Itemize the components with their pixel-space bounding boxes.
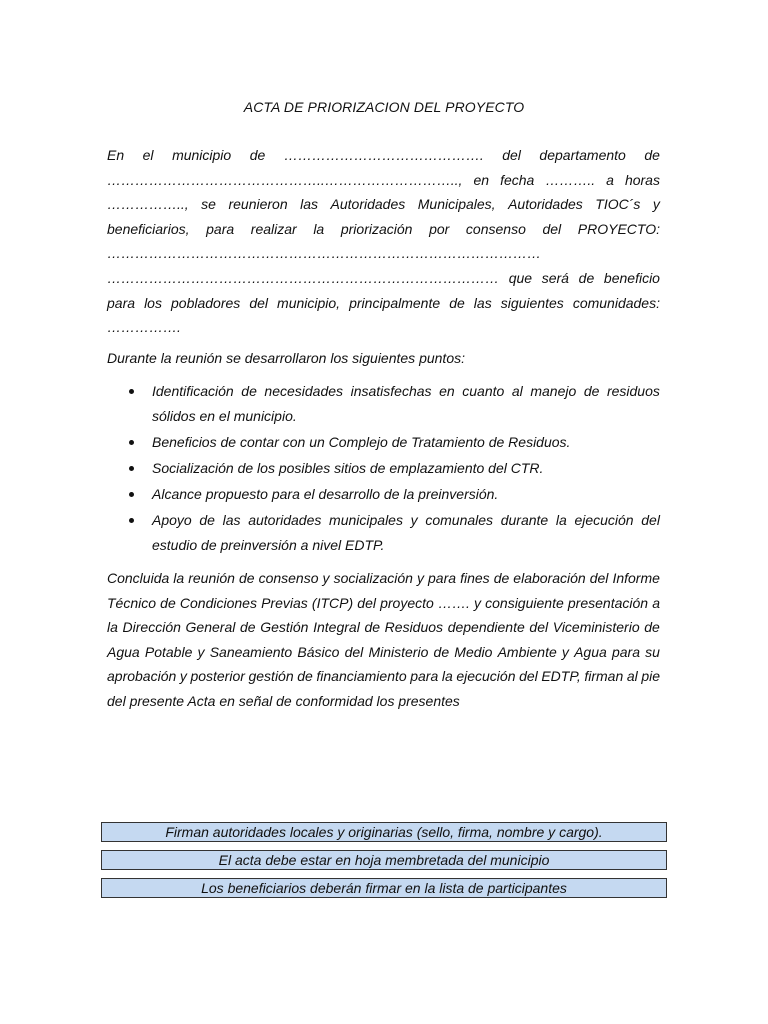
word: del	[502, 147, 521, 163]
word: consiguiente	[485, 594, 564, 611]
word: pie	[641, 668, 660, 685]
word: EDTP,	[541, 668, 581, 685]
word: Dirección	[122, 619, 181, 636]
word: Ambiente	[497, 643, 557, 660]
word: las	[473, 294, 492, 311]
word: Previas	[261, 594, 308, 611]
list-item	[107, 379, 660, 428]
word: de	[493, 570, 510, 586]
word: de	[249, 147, 266, 163]
word: para	[428, 570, 457, 586]
note-participants: Los beneficiarios deberán firmar en la lista de participantes	[101, 878, 667, 898]
word: para	[410, 668, 439, 685]
bullet-icon	[129, 389, 134, 394]
word: al	[626, 668, 638, 685]
word: fecha	[500, 171, 535, 188]
list-item-line: sólidos en el municipio.	[152, 407, 297, 424]
word: fines	[460, 570, 490, 586]
paragraph-line	[107, 615, 660, 640]
word: del	[357, 594, 376, 611]
word: autoridades	[248, 511, 322, 528]
word: manejo	[530, 383, 577, 399]
intro-paragraph	[107, 143, 660, 340]
word: insatisfechas	[350, 383, 432, 399]
word: la	[555, 511, 567, 528]
word: a	[606, 171, 614, 188]
word: reunieron	[228, 196, 288, 213]
word: de	[644, 619, 660, 636]
word: departamento	[539, 147, 626, 163]
list-item-line	[152, 379, 660, 404]
word: Autoridades	[330, 196, 406, 213]
paragraph-line: del presente Acta en señal de conformidad los presentes	[107, 692, 460, 709]
paragraph-line: …………….	[107, 319, 181, 336]
word: ……………..,	[107, 196, 189, 213]
word: Técnico	[107, 594, 157, 611]
word: de	[583, 383, 600, 399]
word: principalmente	[349, 294, 441, 311]
word: Apoyo	[152, 511, 192, 528]
word: de	[644, 147, 660, 163]
paragraph-line	[107, 143, 660, 168]
word: Agua	[574, 643, 607, 660]
word: al	[511, 383, 523, 399]
word: dependiente	[447, 619, 525, 636]
word: …………………………………………………………………………	[107, 269, 499, 286]
word: Integral	[313, 619, 360, 636]
word: la	[107, 619, 118, 636]
word: Ministerio	[368, 643, 429, 660]
bullet-icon	[129, 518, 134, 523]
paragraph-line	[107, 168, 660, 193]
conclusion-paragraph	[107, 566, 660, 714]
word: siguientes	[500, 294, 564, 311]
word: cuanto	[462, 383, 505, 399]
paragraph-line	[107, 291, 660, 316]
word: (ITCP)	[311, 594, 354, 611]
word: consenso	[258, 570, 319, 586]
word: de	[238, 570, 255, 586]
points-intro: Durante la reunión se desarrollaron los siguientes puntos:	[107, 350, 465, 366]
word: socialización	[333, 570, 413, 586]
word: la	[313, 220, 325, 237]
word: será	[541, 269, 569, 286]
list-item-line: estudio de preinversión a nivel EDTP.	[152, 536, 385, 553]
paragraph-line: …………………………………………………………………………………	[107, 245, 541, 262]
list-item	[107, 508, 660, 557]
word: pobladores	[171, 294, 241, 311]
word: General	[185, 619, 236, 636]
word: y	[322, 570, 330, 586]
word: de	[160, 594, 176, 611]
word: gestión	[248, 668, 294, 685]
word: municipales	[329, 511, 403, 528]
list-item-line	[152, 508, 660, 533]
word: en	[439, 383, 455, 399]
word: Identificación	[152, 383, 234, 399]
word: y	[561, 643, 569, 660]
word: municipio,	[277, 294, 341, 311]
word: Viceministerio	[552, 619, 640, 636]
list-item-text: Beneficios de contar con un Complejo de Tratamiento de Residuos.	[152, 433, 571, 450]
word: Agua	[107, 643, 140, 660]
word: se	[201, 196, 216, 213]
word: aprobación	[107, 668, 177, 685]
list-item	[107, 482, 660, 507]
paragraph-line	[107, 591, 660, 616]
word: las	[300, 196, 319, 213]
word: de	[240, 619, 256, 636]
word: de	[578, 269, 595, 286]
word: …………………………………….	[283, 147, 484, 163]
word: consenso	[465, 220, 526, 237]
word: En	[107, 147, 125, 163]
word: en	[473, 171, 490, 188]
word: a	[652, 594, 660, 611]
word: del	[344, 643, 364, 660]
list-item	[107, 430, 660, 455]
word: las	[222, 511, 241, 528]
points-list	[107, 379, 660, 559]
word: Gestión	[260, 619, 309, 636]
word: la	[173, 570, 185, 586]
paragraph-line	[107, 217, 660, 242]
document-title: ACTA DE PRIORIZACION DEL PROYECTO	[243, 99, 525, 115]
word: realizar	[250, 220, 297, 237]
paragraph-line	[107, 664, 660, 689]
word: Condiciones	[179, 594, 257, 611]
word: de	[199, 511, 215, 528]
word: firman	[584, 668, 624, 685]
word: Informe	[612, 570, 660, 586]
bullet-icon	[129, 466, 134, 471]
word: para	[107, 294, 136, 311]
word: el	[142, 147, 154, 163]
list-item-text: Socialización de los posibles sitios de emplazamiento del CTR.	[152, 459, 544, 476]
word: Municipales,	[417, 196, 496, 213]
word: comunales	[425, 511, 494, 528]
word: beneficio	[603, 269, 660, 286]
word: PROYECTO:	[577, 220, 660, 237]
word: y	[179, 668, 187, 685]
word: Potable	[144, 643, 193, 660]
word: elaboración	[513, 570, 586, 586]
word: ejecución	[456, 668, 516, 685]
word: la	[441, 668, 453, 685]
word: del	[519, 668, 538, 685]
paragraph-line	[107, 192, 660, 217]
word: de	[297, 668, 313, 685]
note-signatures: Firman autoridades locales y originarias (sello, firma, nombre y cargo).	[101, 822, 667, 842]
word: del	[542, 220, 562, 237]
bullet-icon	[129, 440, 134, 445]
notes-box	[101, 822, 667, 906]
word: del	[589, 570, 609, 586]
word: priorización	[340, 220, 413, 237]
word: necesidades	[264, 383, 344, 399]
word: Concluida	[107, 570, 170, 586]
word: y	[652, 196, 660, 213]
note-letterhead: El acta debe estar en hoja membretada del municipio	[101, 850, 667, 870]
word: de	[364, 619, 381, 636]
word: Medio	[454, 643, 493, 660]
word: proyecto	[380, 594, 434, 611]
word: durante	[500, 511, 549, 528]
word: su	[645, 643, 660, 660]
bullet-icon	[129, 492, 134, 497]
word: por	[429, 220, 450, 237]
word: y	[473, 594, 481, 611]
word: del	[529, 619, 549, 636]
word: de	[241, 383, 257, 399]
word: horas	[624, 171, 660, 188]
word: residuos	[606, 383, 660, 399]
list-item-text: Alcance propuesto para el desarrollo de la preinversión.	[152, 485, 499, 502]
word: …….	[437, 594, 470, 611]
word: los	[144, 294, 162, 311]
word: y	[416, 570, 424, 586]
list-item	[107, 456, 660, 481]
word: financiamiento	[316, 668, 407, 685]
word: Autoridades	[508, 196, 583, 213]
word: del	[641, 511, 660, 528]
word: ………..	[545, 171, 596, 188]
word: Básico	[297, 643, 340, 660]
word: ejecución	[574, 511, 634, 528]
word: ………………………………………..………………………..,	[107, 171, 463, 188]
word: beneficiarios,	[107, 220, 190, 237]
word: municipio	[172, 147, 232, 163]
word: que	[508, 269, 533, 286]
word: comunidades:	[572, 294, 660, 311]
word: para	[611, 643, 640, 660]
word: de	[433, 643, 450, 660]
word: del	[249, 294, 268, 311]
word: posterior	[190, 668, 245, 685]
word: Residuos	[384, 619, 444, 636]
word: TIOC´s	[595, 196, 641, 213]
word: reunión	[188, 570, 235, 586]
word: Saneamiento	[209, 643, 293, 660]
paragraph-line	[107, 640, 660, 665]
word: de	[449, 294, 465, 311]
paragraph-line	[107, 566, 660, 591]
paragraph-line	[107, 266, 660, 291]
word: y	[410, 511, 418, 528]
word: para	[206, 220, 235, 237]
word: presentación	[567, 594, 649, 611]
word: y	[197, 643, 205, 660]
